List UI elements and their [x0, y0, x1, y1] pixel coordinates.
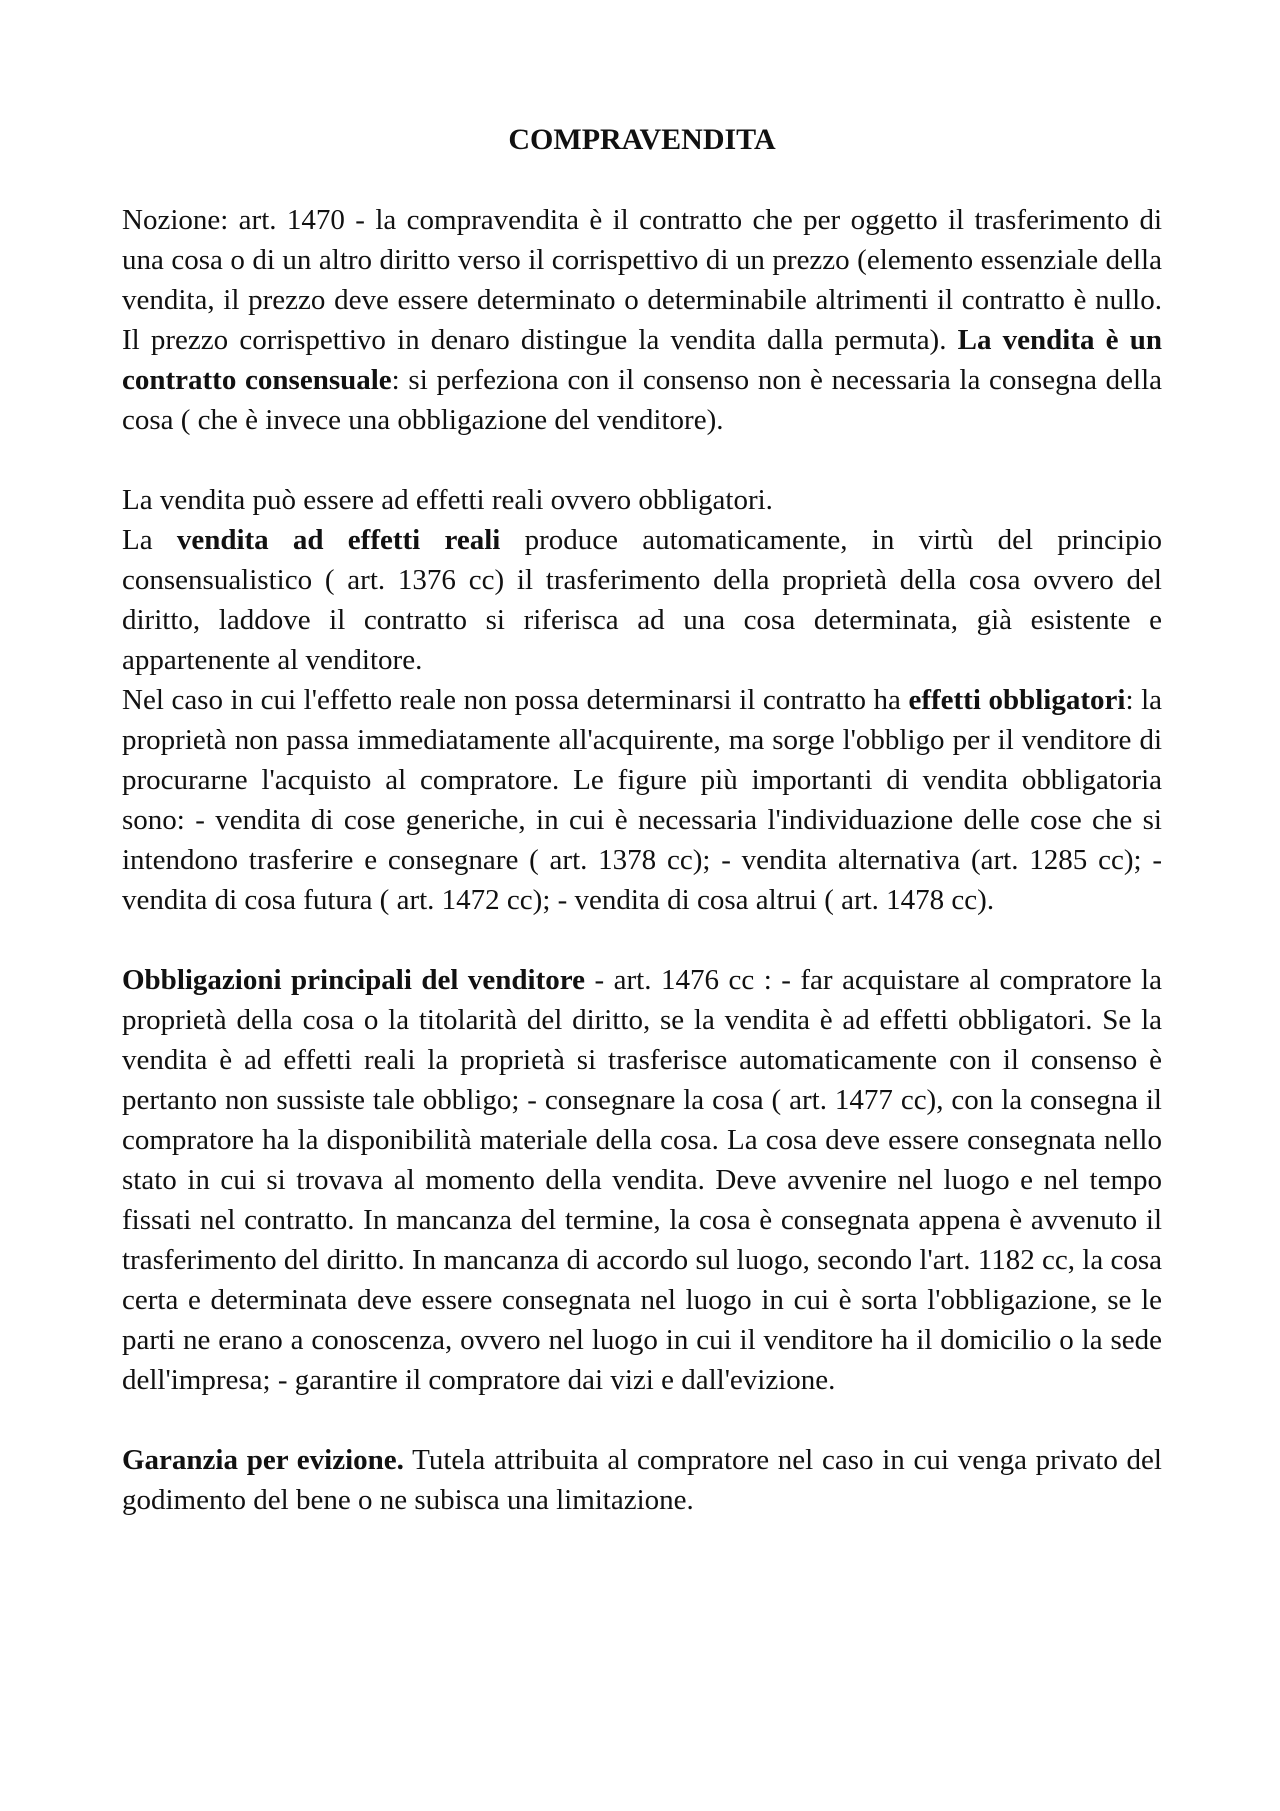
page-title: COMPRAVENDITA: [508, 123, 776, 156]
bold-term: Obbligazioni principali del venditore: [122, 964, 585, 996]
paragraph-spacer: [122, 440, 1162, 480]
bold-term: Garanzia per evizione.: [122, 1444, 404, 1476]
bold-term: La vendita è un contratto consensuale: [122, 324, 1162, 396]
paragraph-text: Nel caso in cui l'effetto reale non possa determinarsi il contratto ha: [122, 684, 909, 716]
paragraph-text: : la proprietà non passa immediatamente all'acquirente, ma sorge l'obbligo per il venditore di procurarne l'acquisto al compratore. Le figure più importanti di vendita obbligatoria sono: - vendita di cose generiche, in cui è necessaria l'individuazione delle cose che si intendono trasferire e consegnare ( art. 1378 cc); - vendita alternativa (art. 1285 cc); - vendita di cosa futura ( art. 1472 cc); - vendita di cosa altrui ( art. 1478 cc).: [122, 684, 1162, 916]
document-page: [122, 120, 1162, 1520]
paragraph-garanzia-evizione: [122, 1440, 1162, 1520]
paragraph-text: : si perfeziona con il consenso non è necessaria la consegna della cosa ( che è invece una obbligazione del venditore).: [122, 364, 1162, 436]
paragraph-text: La vendita può essere ad effetti reali ovvero obbligatori.: [122, 484, 773, 516]
paragraph-text: Nozione: art. 1470 - la compravendita è il contratto che per oggetto il trasferimento di una cosa o di un altro diritto verso il corrispettivo di un prezzo (elemento essenziale della vendita, il prezzo deve essere determinato o determinabile altrimenti il contratto è nullo. Il prezzo corrispettivo in denaro distingue la vendita dalla permuta).: [122, 204, 1162, 356]
paragraph-text: La: [122, 524, 177, 556]
paragraph-text: produce automaticamente, in virtù del principio consensualistico ( art. 1376 cc) il trasferimento della proprietà della cosa ovvero del diritto, laddove il contratto si riferisca ad una cosa determinata, già esistente e appartenente al venditore.: [122, 524, 1162, 676]
bold-term: vendita ad effetti reali: [176, 524, 501, 556]
paragraph-text: Tutela attribuita al compratore nel caso in cui venga privato del godimento del bene o ne subisca una limitazione.: [122, 1444, 1162, 1516]
paragraph-obbligazioni-venditore: [122, 960, 1162, 1400]
paragraph-spacer: [122, 1400, 1162, 1440]
paragraph-spacer: [122, 920, 1162, 960]
paragraph-nozione: [122, 200, 1162, 440]
paragraph-effetti-reali: [122, 520, 1162, 680]
paragraph-text: - art. 1476 cc : - far acquistare al compratore la proprietà della cosa o la titolarità del diritto, se la vendita è ad effetti obbligatori. Se la vendita è ad effetti reali la proprietà si trasferisce automaticamente con il consenso è pertanto non sussiste tale obbligo; - consegnare la cosa ( art. 1477 cc), con la consegna il compratore ha la disponibilità materiale della cosa. La cosa deve essere consegnata nello stato in cui si trovava al momento della vendita. Deve avvenire nel luogo e nel tempo fissati nel contratto. In mancanza del termine, la cosa è consegnata appena è avvenuto il trasferimento del diritto. In mancanza di accordo sul luogo, secondo l'art. 1182 cc, la cosa certa e determinata deve essere consegnata nel luogo in cui è sorta l'obbligazione, se le parti ne erano a conoscenza, ovvero nel luogo in cui il venditore ha il domicilio o la sede dell'impresa; - garantire il compratore dai vizi e dall'evizione.: [122, 964, 1162, 1396]
bold-term: effetti obbligatori: [908, 684, 1126, 716]
paragraph-tipi-vendita: [122, 480, 1162, 520]
paragraph-effetti-obbligatori: [122, 680, 1162, 920]
